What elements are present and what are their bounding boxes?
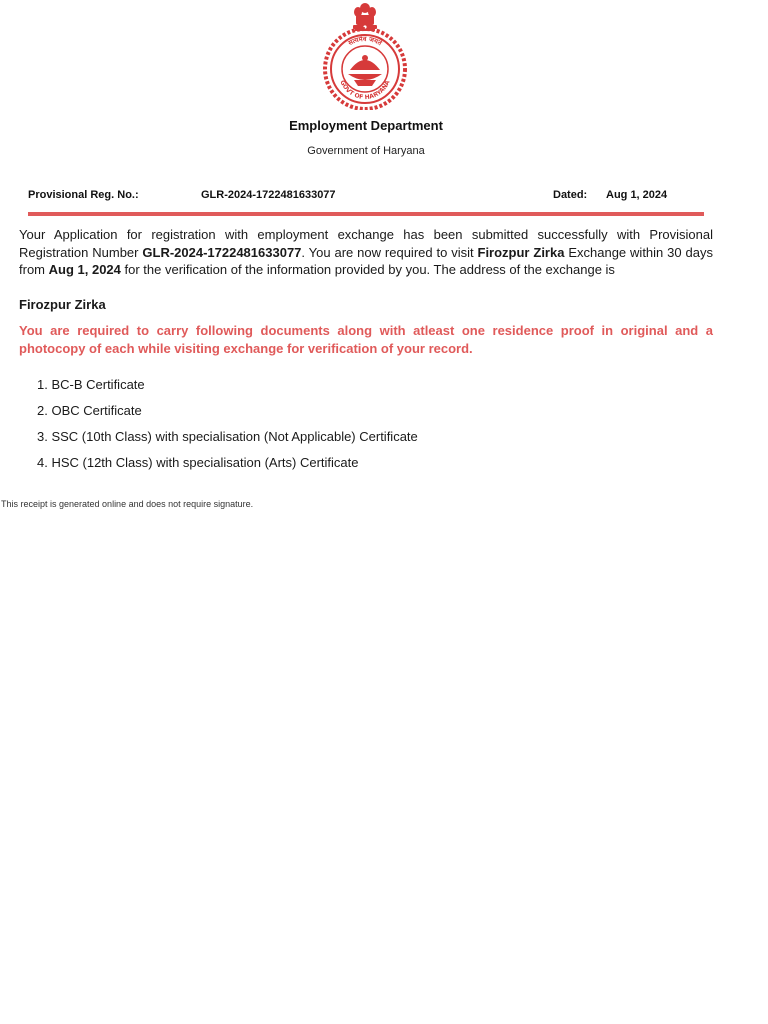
reg-no-value: GLR-2024-1722481633077 (201, 189, 336, 201)
intro-text-4: for the verification of the information provided by you. The address of the exchange is (120, 262, 615, 277)
intro-text-3: Exchange within 30 days from (19, 244, 713, 277)
seal-label: GOVT OF HARYANA (338, 79, 392, 102)
intro-text-2: . You are now required to visit (301, 244, 478, 260)
intro-reg-number: GLR-2024-1722481633077 (142, 244, 302, 260)
document-item: 1. BC-B Certificate (37, 377, 145, 392)
documents-list (37, 376, 418, 480)
exchange-address: Firozpur Zirka (19, 297, 106, 312)
haryana-govt-emblem (318, 0, 412, 110)
intro-exchange-name: Firozpur Zirka (477, 244, 565, 260)
dated-label: Dated: (553, 189, 588, 201)
document-item: 2. OBC Certificate (37, 403, 142, 418)
intro-text-1: Your Application for registration with employment exchange has been submitted successfully with Provisional Registration Number (19, 227, 713, 260)
government-subtitle: Government of Haryana (307, 145, 425, 157)
footer-note: This receipt is generated online and does not require signature. (1, 499, 254, 509)
emblem-motto: सत्यमेव जयते (346, 34, 384, 48)
reg-no-label: Provisional Reg. No.: (28, 189, 139, 201)
header-divider (28, 212, 704, 216)
department-title: Employment Department (289, 118, 443, 133)
document-item: 4. HSC (12th Class) with specialisation (Arts) Certificate (37, 455, 359, 470)
intro-date: Aug 1, 2024 (48, 262, 121, 277)
documents-instruction: You are required to carry following documents along with atleast one residence proof in original and a photocopy of each while visiting exchange for verification of your record. (19, 323, 713, 356)
dated-value: Aug 1, 2024 (606, 189, 668, 201)
document-item: 3. SSC (10th Class) with specialisation (Not Applicable) Certificate (37, 429, 418, 444)
intro-paragraph (19, 226, 713, 279)
